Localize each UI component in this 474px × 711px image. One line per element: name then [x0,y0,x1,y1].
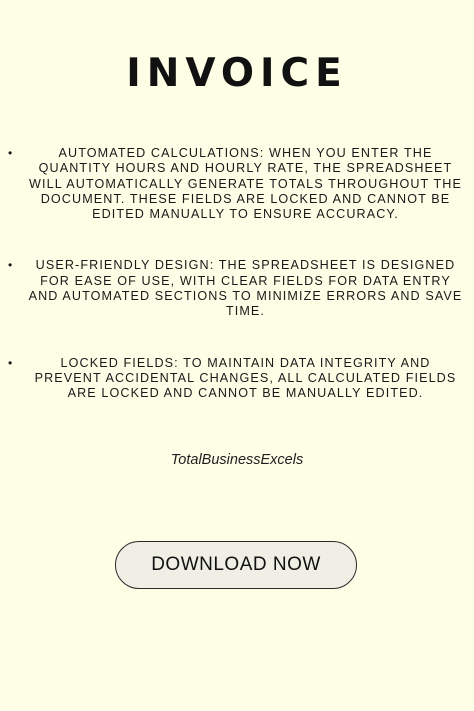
feature-text: USER-FRIENDLY DESIGN: THE SPREADSHEET IS DESIGNED FOR EASE OF USE, WITH CLEAR FIELDS FOR DATA ENTRY AND AUTOMATED SECTIONS TO MINIMIZE ERRORS AND SAVE TIME. [28,258,463,319]
bullet-icon: • [8,355,14,370]
page-title: INVOICE [126,51,348,97]
feature-list [0,146,474,402]
feature-item-locked-fields [0,356,474,402]
feature-item-user-friendly-design [0,258,474,319]
brand-name: TotalBusinessExcels [170,452,304,468]
bullet-icon: • [8,146,14,160]
feature-text: AUTOMATED CALCULATIONS: WHEN YOU ENTER THE QUANTITY HOURS AND HOURLY RATE, THE SPREADSHEET WILL AUTOMATICALLY GENERATE TOTALS THROUGHOUT THE DOCUMENT. THESE FIELDS ARE LOCKED AND CANNOT BE EDITED MANUALLY TO ENSURE ACCURACY. [29,146,462,222]
feature-text: LOCKED FIELDS: TO MAINTAIN DATA INTEGRITY AND PREVENT ACCIDENTAL CHANGES, ALL CALCULATED FIELDS ARE LOCKED AND CANNOT BE MANUALLY EDITED. [34,355,457,401]
feature-item-automated-calculations [0,146,474,222]
download-now-button[interactable]: DOWNLOAD NOW [115,541,357,589]
bullet-icon: • [8,258,14,273]
